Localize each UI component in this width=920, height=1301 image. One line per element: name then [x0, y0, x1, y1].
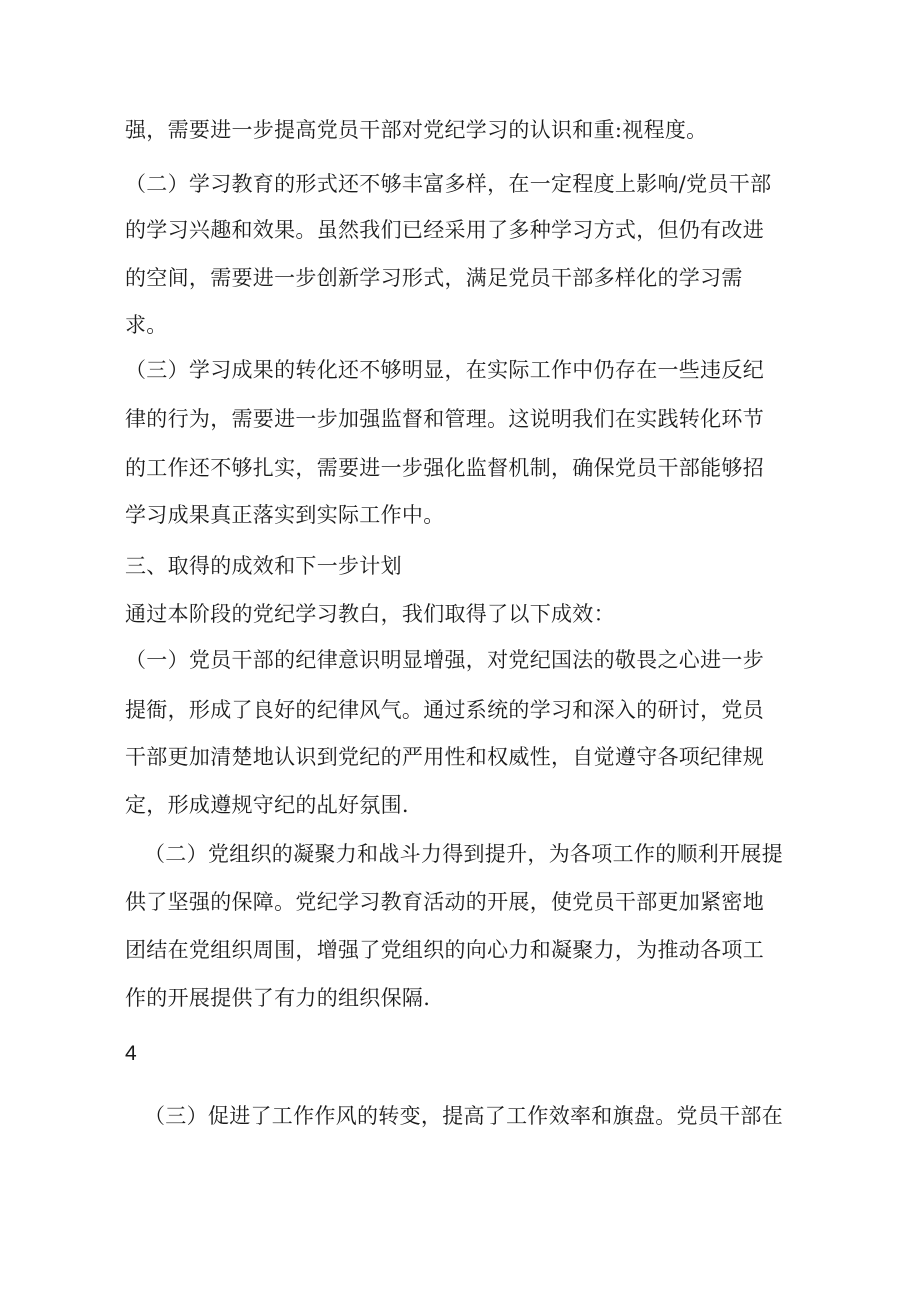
text-line-1: 强，需要进一步提高党员干部对党纪学习的认识和重:视程度。 [125, 118, 708, 142]
text-line-18: 团结在党组织周围，增强了党组织的向心力和凝聚力，为推动各项工 [125, 938, 764, 962]
section-heading: 三、取得的成效和下一步计划 [125, 554, 402, 578]
text-line-15: 定，形成遵规守纪的乩好氛围. [125, 793, 409, 817]
text-line-5: 求。 [125, 313, 168, 337]
text-line-13: 提衙，形成了良好的纪律风气。通过系统的学习和深入的研讨，党员 [125, 698, 764, 722]
text-line-9: 学习成果真正落实到实际工作中。 [125, 503, 445, 527]
text-line-3: 的学习兴趣和效果。虽然我们已经采用了多种学习方式，但仍有改进 [125, 218, 764, 242]
text-line-6: （三）学习成果的转化还不够明显，在实际工作中仍存在一些违反纪 [125, 358, 764, 382]
text-line-8: 的工作还不够扎实，需要进一步强化监督机制，确保党员干部能够招 [125, 456, 764, 480]
text-line-17: 供了坚强的保障。党纪学习教育活动的开展，使党员干部更加紧密地 [125, 890, 764, 914]
text-line-next-page: （三）促进了工作作风的转变，提高了工作效率和旗盘。党员干部在 [144, 1104, 783, 1128]
text-line-2: （二）学习教育的形式还不够丰富多样，在一定程度上影响/党员干部 [125, 172, 772, 196]
text-line-19: 作的开展提供了有力的组织保隔. [125, 986, 431, 1010]
text-line-14: 干部更加清楚地认识到党纪的严用性和权威性，自觉遵守各项纪律规 [125, 745, 764, 769]
text-line-7: 律的行为，需要进一步加强监督和管理。这说明我们在实践转化环节 [125, 407, 764, 431]
text-line-12: （一）党员干部的纪律意识明显增强，对党纪国法的敬畏之心进一步 [125, 648, 764, 672]
page-number: 4 [125, 1042, 137, 1065]
text-line-16: （二）党组织的凝聚力和战斗力得到提升，为各项工作的顺利开展提 [144, 842, 783, 866]
text-line-4: 的空间，需要进一步创新学习形式，满足党员干部多样化的学习需 [125, 266, 743, 290]
text-line-11: 通过本阶段的党纪学习教白，我们取得了以下成效： [125, 602, 615, 626]
